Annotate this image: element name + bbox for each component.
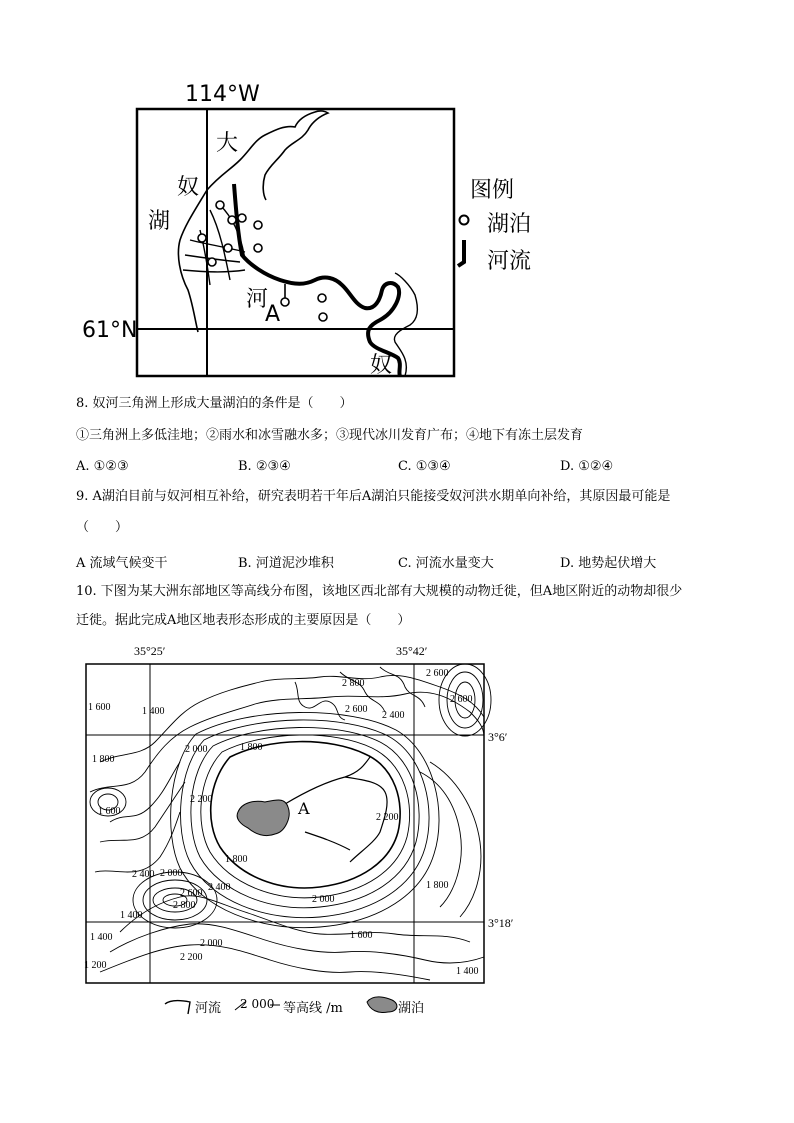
contour-label: 1 800 <box>240 742 263 753</box>
contour-label: 2 400 <box>132 869 155 880</box>
question-8-option-c[interactable]: C. ①③④ <box>398 459 451 474</box>
contour-label: 1 600 <box>98 806 121 817</box>
place-label-nu-river: 奴 <box>370 353 393 378</box>
question-9-stem-2: （ ） <box>76 520 129 535</box>
place-label-da: 大 <box>216 131 239 156</box>
legend-lake-label: 湖泊 <box>487 212 532 237</box>
point-a-label: A <box>265 302 281 327</box>
contour-label: 1 400 <box>120 910 143 921</box>
contour-label: 1 600 <box>88 702 111 713</box>
contour-label: 1 800 <box>225 854 248 865</box>
contour-label: 2 200 <box>180 952 203 963</box>
lat-label-3-18: 3°18′ <box>488 916 514 930</box>
map-2-drawing <box>80 642 560 1022</box>
place-label-he: 河 <box>246 287 269 312</box>
question-9-option-b[interactable]: B. 河道泥沙堆积 <box>238 556 334 571</box>
legend-title: 图例 <box>470 178 515 203</box>
lon-label-114w: 114°W <box>185 82 260 107</box>
contour-label: 2 000 <box>312 894 335 905</box>
contour-label: 1 400 <box>90 932 113 943</box>
question-8-option-b[interactable]: B. ②③④ <box>238 459 291 474</box>
contour-label: 2 200 <box>190 794 213 805</box>
contour-label: 2 600 <box>345 704 368 715</box>
contour-label: 1 400 <box>456 966 479 977</box>
legend-contour-label: 等高线 /m <box>283 1001 343 1016</box>
contour-label: 2 400 <box>382 710 405 721</box>
place-label-hu: 湖 <box>148 209 171 234</box>
contour-label: 2 400 <box>208 882 231 893</box>
lon-label-35-25: 35°25′ <box>134 644 166 658</box>
map-1 <box>80 80 560 390</box>
lat-label-61n: 61°N <box>82 318 138 343</box>
question-10-stem: 10. 下图为某大洲东部地区等高线分布图，该地区西北部有大规模的动物迁徙，但A地区附近的动物却很少 <box>76 584 683 599</box>
question-9-option-c[interactable]: C. 河流水量变大 <box>398 556 494 571</box>
question-8-option-a[interactable]: A. ①②③ <box>76 459 129 474</box>
lat-label-3-6: 3°6′ <box>488 730 508 744</box>
question-8-conditions: ①三角洲上多低洼地；②雨水和冰雪融水多；③现代冰川发育广布；④地下有冻土层发育 <box>76 428 584 443</box>
contour-label: 2 600 <box>450 694 473 705</box>
contour-label: 2 200 <box>376 812 399 823</box>
legend-contour-number: 2 000 <box>240 997 275 1011</box>
point-a-label-map2: A <box>298 799 310 818</box>
question-9-option-a[interactable]: A 流域气候变干 <box>76 556 168 571</box>
question-9-option-d[interactable]: D. 地势起伏增大 <box>560 556 657 571</box>
place-label-nu: 奴 <box>177 175 200 200</box>
contour-label: 2 000 <box>185 744 208 755</box>
question-8-stem: 8. 奴河三角洲上形成大量湖泊的条件是（ ） <box>76 396 353 411</box>
legend-lake-label: 湖泊 <box>398 1001 425 1016</box>
map-2 <box>80 642 560 1022</box>
lon-label-35-42: 35°42′ <box>396 644 428 658</box>
contour-label: 2 600 <box>426 668 449 679</box>
question-8-option-d[interactable]: D. ①②④ <box>560 459 614 474</box>
contour-label: 1 800 <box>92 754 115 765</box>
contour-label: 2 800 <box>342 678 365 689</box>
question-9-stem: 9. A湖泊目前与奴河相互补给，研究表明若干年后A湖泊只能接受奴河洪水期单向补给，其原因最可能是 <box>76 489 671 504</box>
contour-label: 2 600 <box>180 888 203 899</box>
contour-label: 1 600 <box>350 930 373 941</box>
contour-label: 2 000 <box>160 868 183 879</box>
contour-label: 1 200 <box>84 960 107 971</box>
legend-river-label: 河流 <box>487 249 532 274</box>
legend-river-label: 河流 <box>195 1001 222 1016</box>
contour-label: 2 000 <box>200 938 223 949</box>
question-10-stem-2: 迁徙。据此完成A地区地表形态形成的主要原因是（ ） <box>76 613 411 628</box>
contour-label: 2 800 <box>173 900 196 911</box>
contour-label: 1 800 <box>426 880 449 891</box>
contour-label: 1 400 <box>142 706 165 717</box>
